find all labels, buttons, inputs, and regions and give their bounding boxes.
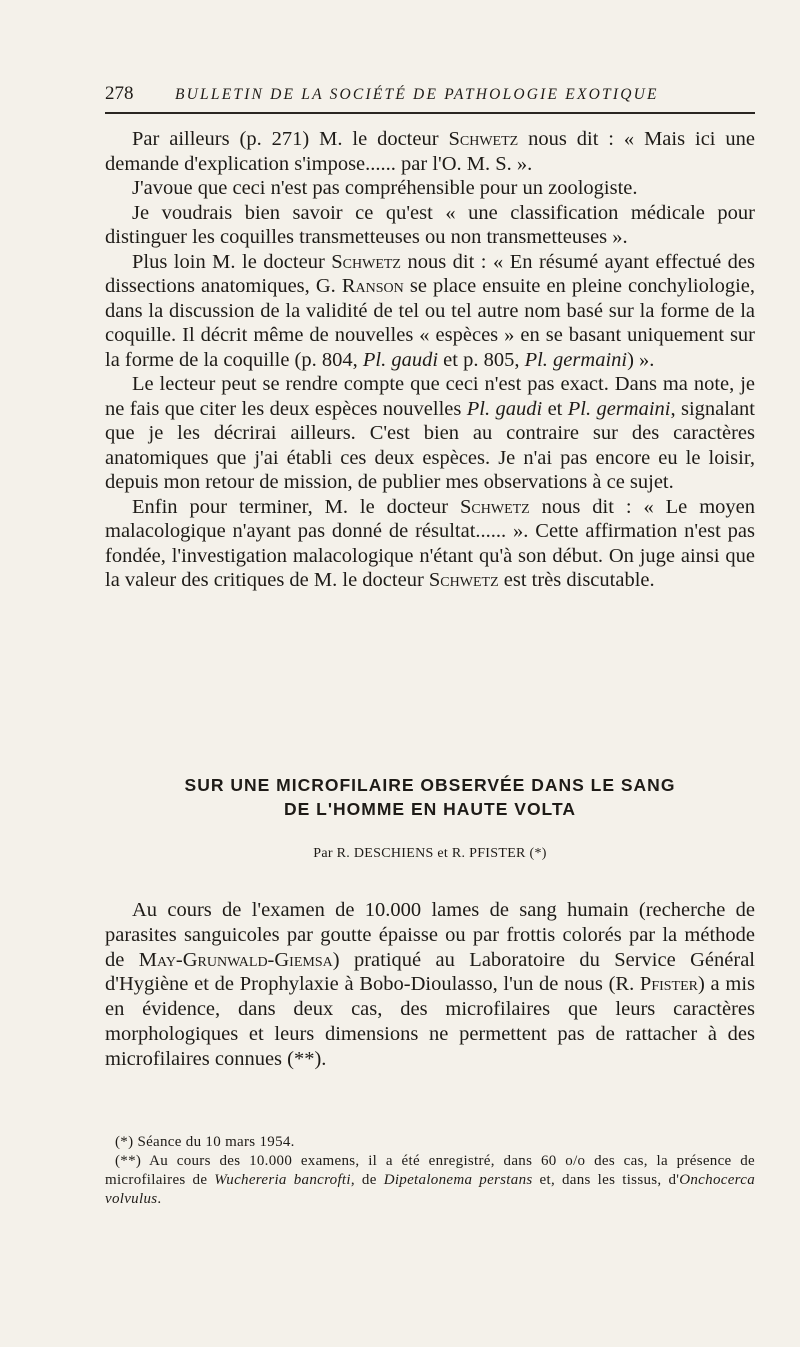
author-name: Ranson [341, 275, 404, 297]
page-number: 278 [105, 83, 134, 104]
author-name: Schwetz [448, 128, 519, 150]
species-name: Dipetalonema perstans [383, 1172, 533, 1188]
footnote-2: (**) Au cours des 10.000 examens, il a été enregistré, dans 60 o/o des cas, la présence de microfilaires de Wuchereria bancrofti, de Dipetalonema perstans et, dans les tissus, d'Onchocerca volvulus. [105, 1153, 755, 1207]
species-name: Pl. germaini [524, 348, 628, 371]
preceding-article-text [105, 127, 755, 593]
running-head: BULLETIN DE LA SOCIÉTÉ DE PATHOLOGIE EXOTIQUE [175, 86, 659, 103]
species-name: Wuchereria bancrofti [214, 1172, 351, 1188]
article-byline: Par R. DESCHIENS et R. PFISTER (*) [313, 846, 547, 861]
title-line-2: DE L'HOMME EN HAUTE VOLTA [284, 799, 576, 819]
article-body [105, 898, 755, 1072]
paragraph: Enfin pour terminer, M. le docteur Schwetz nous dit : « Le moyen malacologique n'ayant pas donné de résultat...... ». Cette affirmation n'est pas fondée, l'investigation malacologique n'étant qu'à son début. On juge ainsi que la valeur des critiques de M. le docteur Schwetz est très discutable. [105, 495, 755, 591]
species-name: Pl. germaini [567, 397, 671, 420]
author-name: Schwetz [428, 569, 499, 591]
paragraph: Par ailleurs (p. 271) M. le docteur Schwetz nous dit : « Mais ici une demande d'explication s'impose...... par l'O. M. S. ». [105, 128, 755, 175]
author-name: Schwetz [331, 250, 401, 273]
species-name: Onchocerca volvulus [105, 1172, 755, 1207]
method-name: May-Grunwald-Giemsa [138, 948, 333, 971]
article-title [105, 773, 755, 821]
paragraph: Je voudrais bien savoir ce qu'est « une classification médicale pour distinguer les coquilles transmetteuses ou non transmetteuses ». [105, 201, 755, 248]
paragraph: J'avoue que ceci n'est pas compréhensible pour un zoologiste. [132, 177, 638, 199]
paragraph: Au cours de l'examen de 10.000 lames de sang humain (recherche de parasites sanguicoles par goutte épaisse ou par frottis colorés par la méthode de May-Grunwald-Giemsa) pratiqué au Laboratoire du Service Général d'Hygiène et de Prophylaxie à Bobo-Dioulasso, l'un de nous (R. Pfister) a mis en évidence, dans deux cas, des microfilaires que leurs caractères morphologiques et leurs dimensions ne permettent pas de rattacher à des microfilaires connues (**). [105, 899, 755, 1070]
species-name: Pl. gaudi [466, 397, 543, 420]
paragraph: Le lecteur peut se rendre compte que ceci n'est pas exact. Dans ma note, je ne fais que citer les deux espèces nouvelles Pl. gaudi et Pl. germaini, signalant que je les décrirai ailleurs. C'est bien au contraire sur des caractères anatomiques que j'ai établi ces deux espèces. Je n'ai pas encore eu le loisir, depuis mon retour de mission, de publier mes observations à ce sujet. [105, 373, 755, 493]
species-name: Pl. gaudi [362, 348, 439, 371]
title-line-1: SUR UNE MICROFILAIRE OBSERVÉE DANS LE SANG [184, 775, 676, 795]
footnote-1: (*) Séance du 10 mars 1954. [115, 1134, 295, 1150]
paragraph: Plus loin M. le docteur Schwetz nous dit : « En résumé ayant effectué des dissections anatomiques, G. Ranson se place ensuite en pleine conchyliologie, dans la discussion de la validité de tel ou tel autre nom basé sur la forme de la coquille. Il décrit même de nouvelles « espèces » en se basant uniquement sur la forme de la coquille (p. 804, Pl. gaudi et p. 805, Pl. germaini) ». [105, 250, 755, 371]
footnotes [105, 1133, 755, 1209]
author-name: Pfister [639, 973, 698, 996]
author-name: Schwetz [460, 495, 530, 518]
page-header [105, 82, 755, 114]
